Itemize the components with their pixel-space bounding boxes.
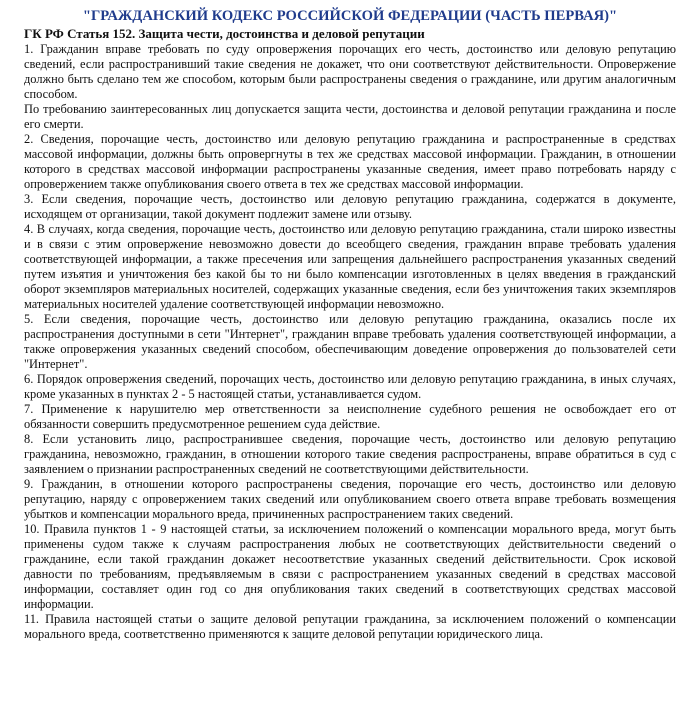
paragraph-1: 1. Гражданин вправе требовать по суду опровержения порочащих его честь, достоинство или деловую репутацию сведений, если распространивший такие сведения не докажет, что они соответствуют действительности. Опровержение должно быть сделано тем же способом, которым были распространены сведения о гражданине, или другим аналогичным способом. <box>24 42 676 101</box>
paragraph-6: 6. Порядок опровержения сведений, порочащих честь, достоинство или деловую репутацию гражданина, в иных случаях, кроме указанных в пунктах 2 - 5 настоящей статьи, устанавливается судом. <box>24 372 676 401</box>
article-title: ГК РФ Статья 152. Защита чести, достоинства и деловой репутации <box>24 26 425 41</box>
paragraph-3: 3. Если сведения, порочащие честь, достоинство или деловую репутацию гражданина, содержатся в документе, исходящем от организации, такой документ подлежит замене или отзыву. <box>24 192 676 221</box>
paragraph-2: 2. Сведения, порочащие честь, достоинство или деловую репутацию гражданина и распространенные в средствах массовой информации, должны быть опровергнуты в тех же средствах массовой информации. Гражданин, в отношении которого в средствах массовой информации распространены указанные сведения, имеет право потребовать наряду с опровержением также опубликования своего ответа в тех же средствах массовой информации. <box>24 132 676 191</box>
paragraph-8: 8. Если установить лицо, распространившее сведения, порочащие честь, достоинство или деловую репутацию гражданина, невозможно, гражданин, в отношении которого такие сведения распространены, вправе обратиться в суд с заявлением о признании распространенных сведений не соответствующими действительности. <box>24 432 676 476</box>
paragraph-9: 9. Гражданин, в отношении которого распространены сведения, порочащие его честь, достоинство или деловую репутацию, наряду с опровержением таких сведений или опубликованием своего ответа вправе требовать возмещения убытков и компенсации морального вреда, причиненных распространением таких сведений. <box>24 477 676 521</box>
paragraph-1-posthumous: По требованию заинтересованных лиц допускается защита чести, достоинства и деловой репутации гражданина и после его смерти. <box>24 102 676 131</box>
paragraph-7: 7. Применение к нарушителю мер ответственности за неисполнение судебного решения не освобождает его от обязанности совершить предусмотренное решением суда действие. <box>24 402 676 431</box>
paragraph-4: 4. В случаях, когда сведения, порочащие честь, достоинство или деловую репутацию гражданина, стали широко известны и в связи с этим опровержение невозможно довести до всеобщего сведения, гражданин вправе требовать удаления соответствующей информации, а также пресечения или запрещения дальнейшего распространения указанных сведений путем изъятия и уничтожения без какой бы то ни было компенсации изготовленных в целях введения в гражданский оборот экземпляров материальных носителей, содержащих указанные сведения, если без уничтожения таких экземпляров материальных носителей удаление соответствующей информации невозможно. <box>24 222 676 311</box>
paragraph-11: 11. Правила настоящей статьи о защите деловой репутации гражданина, за исключением положений о компенсации морального вреда, соответственно применяются к защите деловой репутации юридического лица. <box>24 612 676 641</box>
paragraph-5: 5. Если сведения, порочащие честь, достоинство или деловую репутацию гражданина, оказались после их распространения доступными в сети "Интернет", гражданин вправе требовать удаления соответствующей информации, а также опровержения указанных сведений способом, обеспечивающим доведение опровержения до пользователей сети "Интернет". <box>24 312 676 371</box>
paragraph-10: 10. Правила пунктов 1 - 9 настоящей статьи, за исключением положений о компенсации морального вреда, могут быть применены судом также к случаям распространения любых не соответствующих действительности сведений о гражданине, если такой гражданин докажет несоответствие указанных сведений действительности. Срок исковой давности по требованиям, предъявляемым в связи с распространением указанных сведений в средствах массовой информации, составляет один год со дня опубликования таких сведений в соответствующих средствах массовой информации. <box>24 522 676 611</box>
document-title: "ГРАЖДАНСКИЙ КОДЕКС РОССИЙСКОЙ ФЕДЕРАЦИИ (ЧАСТЬ ПЕРВАЯ)" <box>82 8 618 24</box>
